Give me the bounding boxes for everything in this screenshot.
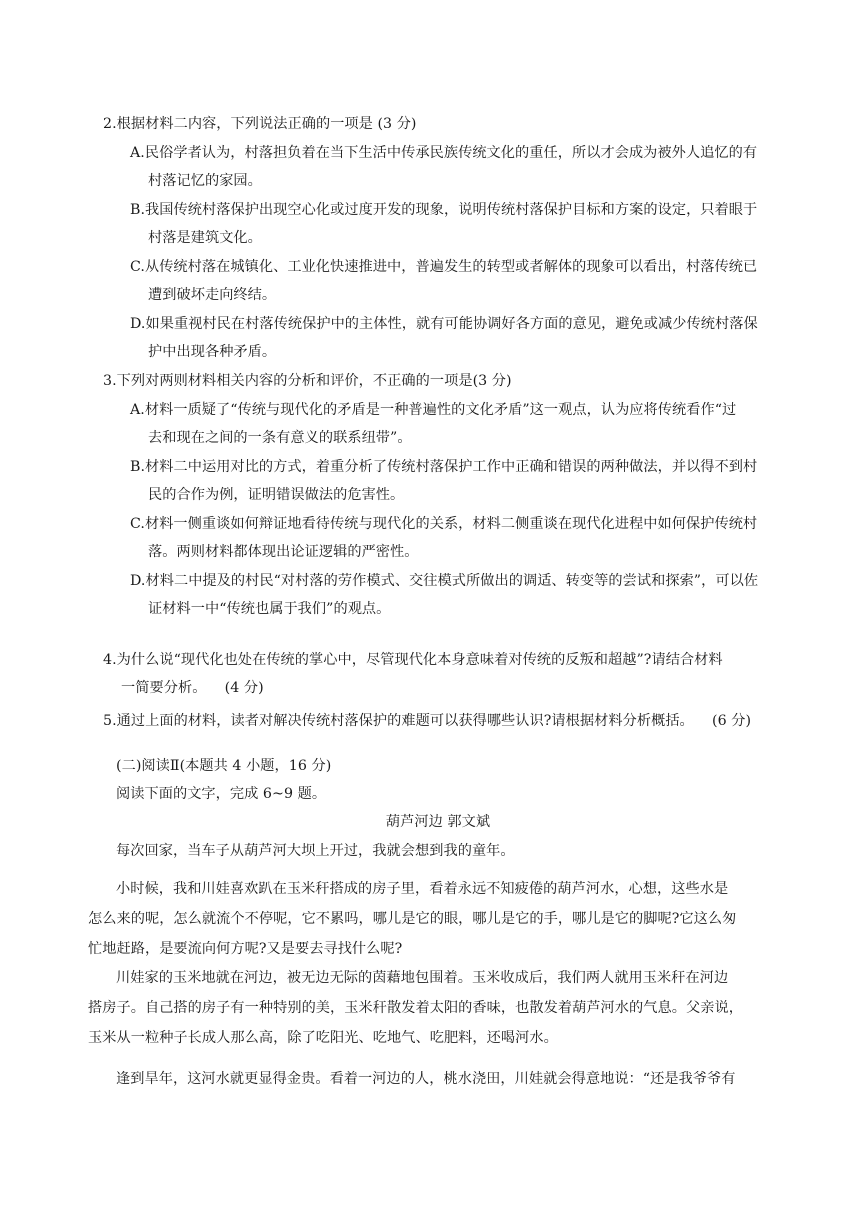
passage-paragraph: 每次回家，当车子从葫芦河大坝上开过，我就会想到我的童年。: [116, 843, 515, 859]
passage-paragraph: 小时候，我和川娃喜欢趴在玉米秆搭成的房子里，看着永远不知疲倦的葫芦河水，心想，这些水是: [116, 881, 729, 897]
section-heading: (二)阅读Ⅱ(本题共 4 小题，16 分): [116, 758, 332, 774]
question-5: 5.通过上面的材料，读者对解决传统村落保护的难题可以获得哪些认识?请根据材料分析概括。 (6 分): [103, 713, 752, 729]
q3-option-d-line1: D.材料二中提及的村民“对村落的劳作模式、交往模式所做出的调适、转变等的尝试和探索”，可以佐: [130, 573, 759, 589]
passage-title: 葫芦河边 郭文斌: [385, 814, 491, 830]
q3-option-b-line2: 民的合作为例，证明错误做法的危害性。: [148, 487, 405, 503]
q2-option-d-line1: D.如果重视村民在村落传统保护中的主体性，就有可能协调好各方面的意见，避免或减少传统村落保: [130, 316, 758, 332]
q3-option-c-line1: C.材料一侧重谈如何辩证地看待传统与现代化的关系，材料二侧重谈在现代化进程中如何保护传统村: [130, 516, 758, 532]
q2-option-c-line1: C.从传统村落在城镇化、工业化快速推进中，普遍发生的转型或者解体的现象可以看出，村落传统已: [130, 259, 758, 275]
question-3-stem: 3.下列对两则材料相关内容的分析和评价，不正确的一项是(3 分): [103, 373, 512, 389]
question-4-line2: 一简要分析。 (4 分): [121, 680, 264, 696]
q3-option-b-line1: B.材料二中运用对比的方式，着重分析了传统村落保护工作中正确和错误的两种做法，并以得不到村: [130, 459, 758, 475]
passage-paragraph-continuation: 玉米从一粒种子长成人那么高，除了吃阳光、吃地气、吃肥料，还喝河水。: [88, 1030, 558, 1046]
q2-option-b-line1: B.我国传统村落保护出现空心化或过度开发的现象，说明传统村落保护目标和方案的设定，只着眼于: [130, 202, 758, 218]
question-2-stem: 2.根据材料二内容，下列说法正确的一项是 (3 分): [103, 116, 417, 132]
q2-option-c-line2: 遭到破坏走向终结。: [148, 287, 277, 303]
q2-option-b-line2: 村落是建筑文化。: [148, 230, 262, 246]
section-instruction: 阅读下面的文字，完成 6~9 题。: [116, 786, 327, 802]
q2-option-a-line2: 村落记忆的家园。: [148, 173, 262, 189]
q2-option-a-line1: A.民俗学者认为，村落担负着在当下生活中传承民族传统文化的重任，所以才会成为被外人追忆的有: [130, 145, 758, 161]
q3-option-c-line2: 落。两则材料都体现出论证逻辑的严密性。: [148, 544, 419, 560]
passage-paragraph: 逢到旱年，这河水就更显得金贵。看着一河边的人，桃水浇田，川娃就会得意地说：“还是我爷爷有: [116, 1071, 736, 1087]
question-4-line1: 4.为什么说“现代化也处在传统的掌心中，尽管现代化本身意味着对传统的反叛和超越”?请结合材料: [103, 652, 723, 668]
q3-option-a-line2: 去和现在之间的一条有意义的联系纽带”。: [148, 430, 412, 446]
passage-paragraph-continuation: 忙地赶路，是要流向何方呢?又是要去寻找什么呢?: [88, 941, 403, 957]
q3-option-a-line1: A.材料一质疑了“传统与现代化的矛盾是一种普遍性的文化矛盾”这一观点，认为应将传统看作“过: [130, 402, 737, 418]
q2-option-d-line2: 护中出现各种矛盾。: [148, 344, 277, 360]
q3-option-d-line2: 证材料一中“传统也属于我们”的观点。: [148, 601, 391, 617]
passage-paragraph-continuation: 怎么来的呢，怎么就流个不停呢，它不累吗，哪儿是它的眼，哪儿是它的手，哪儿是它的脚呢?它这么匆: [88, 911, 737, 927]
passage-paragraph: 川娃家的玉米地就在河边，被无边无际的茵藉地包围着。玉米收成后，我们两人就用玉米秆在河边: [116, 970, 729, 986]
passage-paragraph-continuation: 搭房子。自己搭的房子有一种特别的美，玉米秆散发着太阳的香味，也散发着葫芦河水的气息。父亲说，: [88, 1000, 743, 1016]
